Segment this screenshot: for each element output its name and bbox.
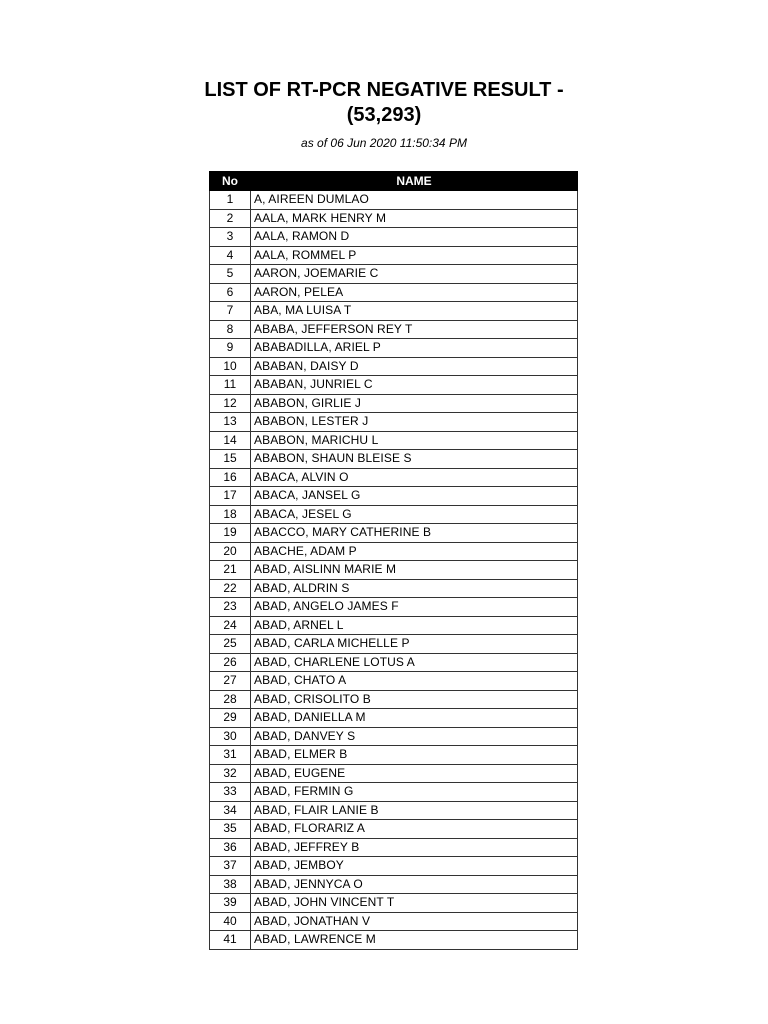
- row-number: 36: [210, 838, 251, 857]
- page-title-line-2: (53,293): [346, 104, 422, 126]
- table-row: [210, 228, 578, 247]
- table-row: [210, 487, 578, 506]
- column-header-no: No: [210, 172, 251, 191]
- row-name: ABABON, SHAUN BLEISE S: [251, 450, 578, 469]
- page-title-line-1: LIST OF RT-PCR NEGATIVE RESULT -: [204, 79, 564, 101]
- table-row: [210, 616, 578, 635]
- table-row: [210, 783, 578, 802]
- table-row: [210, 709, 578, 728]
- row-name: AALA, MARK HENRY M: [251, 209, 578, 228]
- row-number: 29: [210, 709, 251, 728]
- table-row: [210, 746, 578, 765]
- table-row: [210, 727, 578, 746]
- row-number: 15: [210, 450, 251, 469]
- row-name: ABABA, JEFFERSON REY T: [251, 320, 578, 339]
- row-number: 33: [210, 783, 251, 802]
- row-name: ABACHE, ADAM P: [251, 542, 578, 561]
- row-number: 40: [210, 912, 251, 931]
- row-number: 9: [210, 339, 251, 358]
- results-table: [209, 171, 578, 950]
- row-number: 10: [210, 357, 251, 376]
- row-name: AARON, PELEA: [251, 283, 578, 302]
- row-name: ABACA, JANSEL G: [251, 487, 578, 506]
- table-row: [210, 635, 578, 654]
- row-number: 41: [210, 931, 251, 950]
- row-name: ABABAN, JUNRIEL C: [251, 376, 578, 395]
- row-name: ABABON, LESTER J: [251, 413, 578, 432]
- table-row: [210, 283, 578, 302]
- table-header-row: [210, 172, 578, 191]
- row-name: ABACA, ALVIN O: [251, 468, 578, 487]
- row-number: 7: [210, 302, 251, 321]
- table-row: [210, 413, 578, 432]
- table-row: [210, 320, 578, 339]
- row-name: ABAD, JEFFREY B: [251, 838, 578, 857]
- row-name: ABABAN, DAISY D: [251, 357, 578, 376]
- row-number: 27: [210, 672, 251, 691]
- table-row: [210, 598, 578, 617]
- table-row: [210, 302, 578, 321]
- table-row: [210, 505, 578, 524]
- row-name: ABAD, JOHN VINCENT T: [251, 894, 578, 913]
- row-name: ABAD, ELMER B: [251, 746, 578, 765]
- row-name: ABAD, FLORARIZ A: [251, 820, 578, 839]
- row-number: 28: [210, 690, 251, 709]
- table-row: [210, 431, 578, 450]
- table-row: [210, 209, 578, 228]
- row-number: 3: [210, 228, 251, 247]
- row-number: 26: [210, 653, 251, 672]
- table-row: [210, 394, 578, 413]
- table-row: [210, 801, 578, 820]
- column-header-name: NAME: [251, 172, 578, 191]
- as-of-timestamp: as of 06 Jun 2020 11:50:34 PM: [301, 136, 467, 150]
- row-name: ABAD, JONATHAN V: [251, 912, 578, 931]
- row-name: ABAD, LAWRENCE M: [251, 931, 578, 950]
- table-row: [210, 875, 578, 894]
- table-row: [210, 579, 578, 598]
- table-row: [210, 339, 578, 358]
- table-row: [210, 191, 578, 210]
- row-number: 13: [210, 413, 251, 432]
- row-name: ABACCO, MARY CATHERINE B: [251, 524, 578, 543]
- row-name: ABABADILLA, ARIEL P: [251, 339, 578, 358]
- row-name: ABAD, CRISOLITO B: [251, 690, 578, 709]
- table-row: [210, 764, 578, 783]
- row-number: 16: [210, 468, 251, 487]
- row-number: 23: [210, 598, 251, 617]
- row-number: 35: [210, 820, 251, 839]
- row-name: ABAD, ARNEL L: [251, 616, 578, 635]
- table-body: [210, 191, 578, 950]
- row-number: 25: [210, 635, 251, 654]
- row-number: 18: [210, 505, 251, 524]
- table-row: [210, 931, 578, 950]
- table-row: [210, 468, 578, 487]
- row-number: 6: [210, 283, 251, 302]
- row-number: 21: [210, 561, 251, 580]
- row-name: ABA, MA LUISA T: [251, 302, 578, 321]
- row-name: ABAD, CHATO A: [251, 672, 578, 691]
- row-number: 32: [210, 764, 251, 783]
- row-number: 17: [210, 487, 251, 506]
- row-name: ABABON, GIRLIE J: [251, 394, 578, 413]
- row-number: 39: [210, 894, 251, 913]
- row-number: 38: [210, 875, 251, 894]
- row-number: 5: [210, 265, 251, 284]
- row-name: ABAD, JENNYCA O: [251, 875, 578, 894]
- row-number: 34: [210, 801, 251, 820]
- table-row: [210, 857, 578, 876]
- row-name: ABAD, CARLA MICHELLE P: [251, 635, 578, 654]
- row-number: 8: [210, 320, 251, 339]
- row-number: 11: [210, 376, 251, 395]
- row-name: ABAD, DANVEY S: [251, 727, 578, 746]
- row-name: ABAD, JEMBOY: [251, 857, 578, 876]
- table-row: [210, 542, 578, 561]
- row-name: ABAD, DANIELLA M: [251, 709, 578, 728]
- table-row: [210, 561, 578, 580]
- row-name: AALA, RAMON D: [251, 228, 578, 247]
- row-number: 24: [210, 616, 251, 635]
- row-name: ABACA, JESEL G: [251, 505, 578, 524]
- table-row: [210, 894, 578, 913]
- row-name: ABAD, ALDRIN S: [251, 579, 578, 598]
- row-number: 14: [210, 431, 251, 450]
- row-number: 12: [210, 394, 251, 413]
- row-number: 19: [210, 524, 251, 543]
- table-row: [210, 653, 578, 672]
- row-name: ABABON, MARICHU L: [251, 431, 578, 450]
- table-row: [210, 246, 578, 265]
- row-number: 20: [210, 542, 251, 561]
- row-number: 4: [210, 246, 251, 265]
- row-number: 1: [210, 191, 251, 210]
- row-name: ABAD, CHARLENE LOTUS A: [251, 653, 578, 672]
- table-row: [210, 838, 578, 857]
- row-name: ABAD, FERMIN G: [251, 783, 578, 802]
- row-number: 31: [210, 746, 251, 765]
- table-row: [210, 690, 578, 709]
- table-row: [210, 450, 578, 469]
- row-number: 37: [210, 857, 251, 876]
- row-name: AARON, JOEMARIE C: [251, 265, 578, 284]
- table-row: [210, 912, 578, 931]
- row-name: ABAD, AISLINN MARIE M: [251, 561, 578, 580]
- table-row: [210, 357, 578, 376]
- row-name: ABAD, EUGENE: [251, 764, 578, 783]
- table-row: [210, 265, 578, 284]
- row-number: 2: [210, 209, 251, 228]
- row-name: ABAD, FLAIR LANIE B: [251, 801, 578, 820]
- row-number: 22: [210, 579, 251, 598]
- row-number: 30: [210, 727, 251, 746]
- table-row: [210, 672, 578, 691]
- row-name: ABAD, ANGELO JAMES F: [251, 598, 578, 617]
- row-name: AALA, ROMMEL P: [251, 246, 578, 265]
- table-row: [210, 524, 578, 543]
- row-name: A, AIREEN DUMLAO: [251, 191, 578, 210]
- table-row: [210, 376, 578, 395]
- table-row: [210, 820, 578, 839]
